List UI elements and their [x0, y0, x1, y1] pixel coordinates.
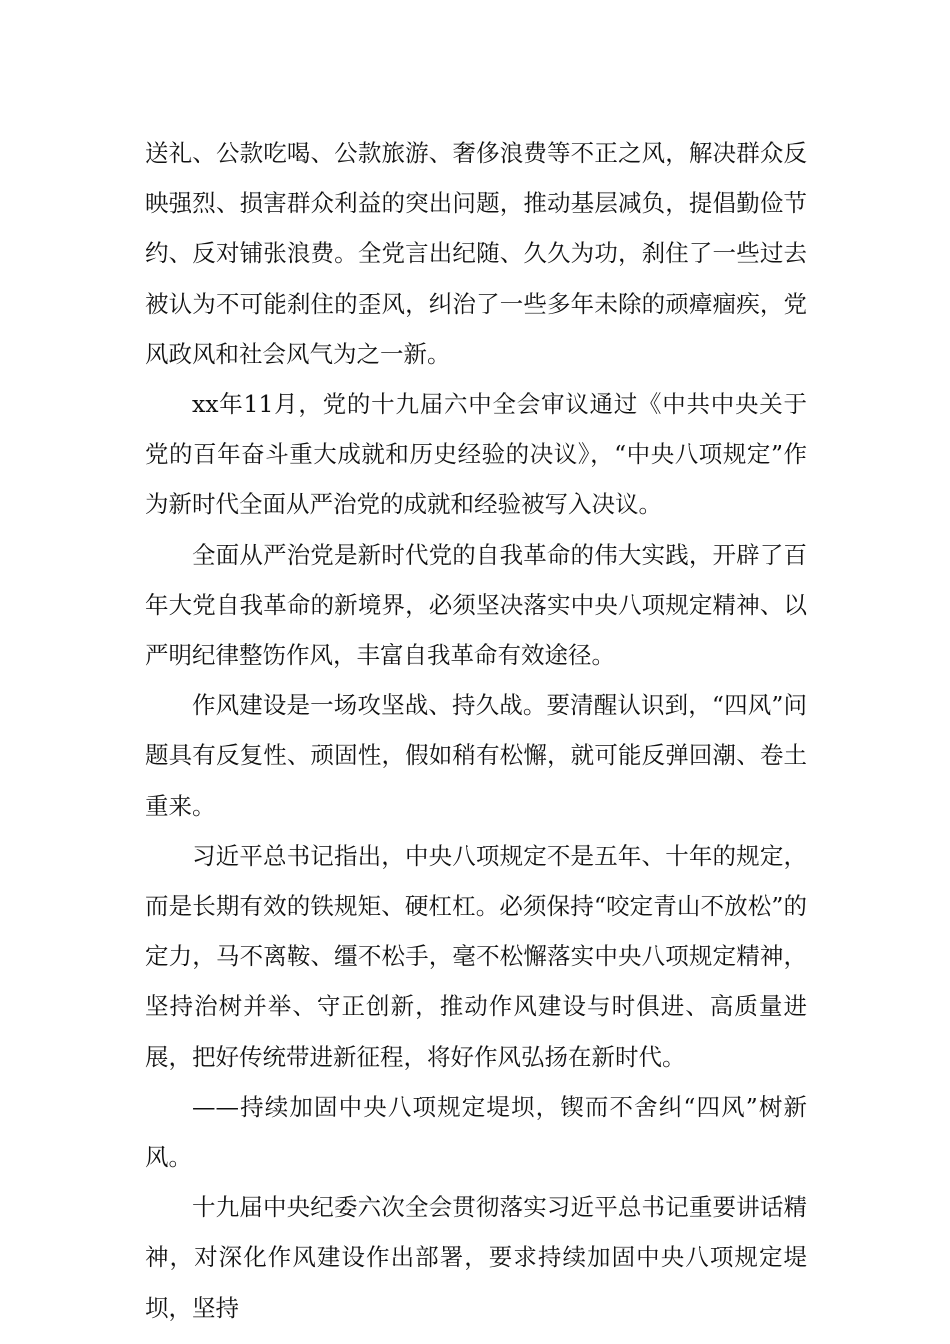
paragraph: 全面从严治党是新时代党的自我革命的伟大实践，开辟了百年大党自我革命的新境界，必须坚决落实中央八项规定精神、以严明纪律整饬作风，丰富自我革命有效途径。 — [145, 540, 807, 670]
paragraph: xx年11月，党的十九届六中全会审议通过《中共中央关于党的百年奋斗重大成就和历史经验的决议》，“中央八项规定”作为新时代全面从严治党的成就和经验被写入决议。 — [145, 390, 807, 519]
paragraph: 习近平总书记指出，中央八项规定不是五年、十年的规定，而是长期有效的铁规矩、硬杠杠。必须保持“咬定青山不放松”的定力，马不离鞍、缰不松手，毫不松懈落实中央八项规定精神，坚持治树并举、守正创新，推动作风建设与时俱进、高质量进展，把好传统带进新征程，将好作风弘扬在新时代。 — [145, 841, 807, 1071]
paragraph: 作风建设是一场攻坚战、持久战。要清醒认识到，“四风”问题具有反复性、顽固性，假如稍有松懈，就可能反弹回潮、卷土重来。 — [145, 691, 807, 820]
document-body — [145, 128, 807, 1333]
section-heading: ——持续加固中央八项规定堤坝，锲而不舍纠“四风”树新风。 — [145, 1092, 807, 1172]
paragraph: 十九届中央纪委六次全会贯彻落实习近平总书记重要讲话精神，对深化作风建设作出部署，要求持续加固中央八项规定堤坝，坚持 — [145, 1193, 807, 1322]
paragraph-continuation: 送礼、公款吃喝、公款旅游、奢侈浪费等不正之风，解决群众反映强烈、损害群众利益的突出问题，推动基层减负，提倡勤俭节约、反对铺张浪费。全党言出纪随、久久为功，刹住了一些过去被认为不可能刹住的歪风，纠治了一些多年未除的顽瘴痼疾，党风政风和社会风气为之一新。 — [145, 139, 807, 368]
